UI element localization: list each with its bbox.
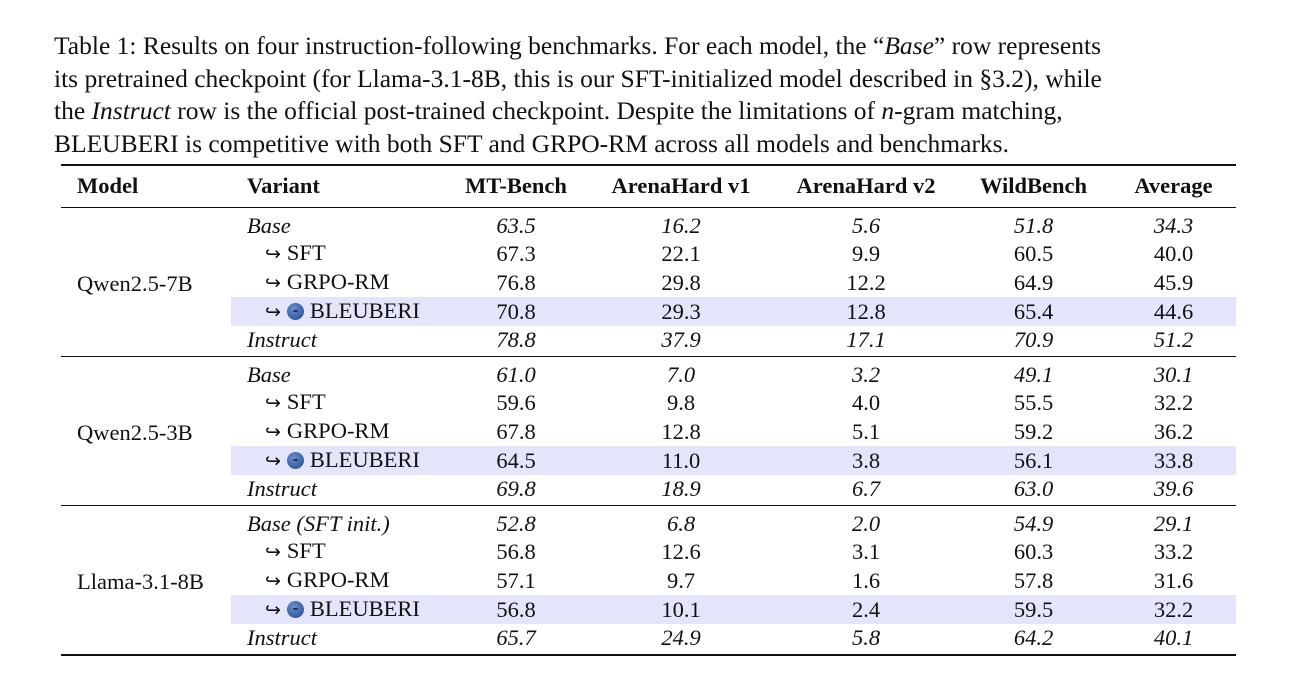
results-table [61,164,1236,656]
table-row [61,446,1236,475]
hook-arrow-icon: ↪ [265,598,281,621]
score-cell: 59.6 [496,389,536,415]
score-cell: 33.2 [1153,538,1194,564]
score-cell: 6.7 [776,475,956,506]
score-cell: 57.8 [1013,567,1054,593]
variant-cell [231,356,446,388]
score-cell: 22.1 [661,240,701,266]
caption-text: Table 1: Results on four instruction-following benchmarks. For each model, the “ [54,31,885,60]
variant-cell [231,326,446,357]
score-cell: 64.9 [1013,269,1054,295]
score-cell: 63.0 [956,475,1111,506]
header-mt-bench: MT-Bench [446,165,586,207]
hook-arrow-icon: ↪ [265,449,281,472]
score-cell: 59.2 [1013,418,1054,444]
caption-line-4 [54,128,1254,161]
variant-label: BLEUBERI [309,446,420,472]
header-variant: Variant [231,165,446,207]
score-cell: 70.8 [446,297,586,326]
score-cell: 67.8 [496,418,536,444]
header-model: Model [61,165,231,207]
table-header [61,165,1236,207]
variant-label: BLEUBERI [309,595,420,621]
table-row [61,388,1236,417]
variant-label: SFT [286,537,326,563]
header-average: Average [1111,165,1236,207]
score-cell: 29.1 [1153,510,1194,536]
variant-cell [231,566,446,595]
caption-italic: Base [884,31,934,60]
blueberry-icon [287,601,304,618]
score-cell: 12.6 [661,538,701,564]
score-cell: 6.8 [666,510,696,536]
score-cell: 29.8 [661,269,701,295]
score-cell: 44.6 [1111,297,1236,326]
score-cell: 5.1 [851,418,881,444]
variant-label: SFT [286,388,326,414]
score-cell: 16.2 [661,212,701,238]
score-cell: 40.0 [1153,240,1194,266]
variant-label: Base [247,212,291,238]
model-name-cell: Llama-3.1-8B [61,505,231,655]
blueberry-icon [287,452,304,469]
table-row [61,417,1236,446]
variant-cell [231,268,446,297]
table-row [61,624,1236,655]
score-cell: 64.2 [956,624,1111,655]
score-cell: 51.8 [1013,212,1054,238]
caption-text: its pretrained checkpoint (for Llama-3.1-8B, this is our SFT-initialized model described in §3.2), while [54,63,1102,93]
score-cell: 78.8 [446,326,586,357]
header-wildbench: WildBench [956,165,1111,207]
score-cell: 3.2 [851,361,881,387]
score-cell: 3.1 [851,538,881,564]
hook-arrow-icon: ↪ [265,271,281,294]
score-cell: 56.1 [956,446,1111,475]
model-name-cell: Qwen2.5-3B [61,356,231,505]
score-cell: 61.0 [496,361,536,387]
caption-text: ” row represents [933,31,1102,60]
score-cell: 60.5 [1013,240,1054,266]
variant-cell [231,505,446,537]
score-cell: 7.0 [666,361,696,387]
caption-line-3 [54,95,1254,128]
score-cell: 31.6 [1153,567,1194,593]
caption-text: row is the official post-trained checkpoint. Despite the limitations of [170,96,882,125]
score-cell: 45.9 [1153,269,1194,295]
caption-text: BLEUBERI is competitive with both SFT and GRPO-RM across all models and benchmarks. [54,128,1009,158]
variant-cell [231,388,446,417]
caption-line-2 [54,63,1254,96]
score-cell: 17.1 [776,326,956,357]
score-cell: 9.8 [666,389,696,415]
score-cell: 56.8 [446,595,586,624]
score-cell: 9.9 [851,240,881,266]
score-cell: 12.8 [661,418,701,444]
header-arenahard-v2: ArenaHard v2 [776,165,956,207]
variant-cell [231,446,446,475]
score-cell: 5.8 [776,624,956,655]
table-row [61,595,1236,624]
score-cell: 57.1 [496,567,536,593]
table-row [61,566,1236,595]
variant-cell [231,537,446,566]
variant-label: BLEUBERI [309,297,420,323]
variant-cell [231,595,446,624]
hook-arrow-icon: ↪ [265,420,281,443]
header-arenahard-v1: ArenaHard v1 [586,165,776,207]
results-table-container [61,164,1236,656]
score-cell: 37.9 [586,326,776,357]
variant-label: Instruct [247,624,317,650]
table-row [61,268,1236,297]
score-cell: 12.8 [776,297,956,326]
variant-cell [231,475,446,506]
score-cell: 33.8 [1111,446,1236,475]
score-cell: 59.5 [956,595,1111,624]
table-row [61,297,1236,326]
score-cell: 76.8 [496,269,536,295]
hook-arrow-icon: ↪ [265,300,281,323]
score-cell: 60.3 [1013,538,1054,564]
caption-italic: Instruct [91,96,171,125]
variant-label: Instruct [247,326,317,352]
score-cell: 65.7 [446,624,586,655]
variant-cell [231,239,446,268]
table-row [61,207,1236,239]
score-cell: 3.8 [776,446,956,475]
model-name-cell: Qwen2.5-7B [61,207,231,356]
score-cell: 40.1 [1111,624,1236,655]
table-row [61,475,1236,506]
score-cell: 29.3 [586,297,776,326]
group-qwen7b [61,207,1236,356]
score-cell: 2.0 [851,510,881,536]
caption-text: -gram matching, [894,96,1063,125]
table-caption [54,30,1254,160]
caption-text: the [54,96,92,125]
score-cell: 55.5 [1013,389,1054,415]
variant-label: GRPO-RM [286,417,390,443]
score-cell: 39.6 [1111,475,1236,506]
variant-cell [231,624,446,655]
score-cell: 69.8 [446,475,586,506]
score-cell: 63.5 [496,212,536,238]
score-cell: 65.4 [956,297,1111,326]
score-cell: 67.3 [496,240,536,266]
score-cell: 36.2 [1153,418,1194,444]
score-cell: 54.9 [1013,510,1054,536]
score-cell: 4.0 [851,389,881,415]
variant-label: Base [247,361,291,387]
variant-label: GRPO-RM [286,566,390,592]
score-cell: 18.9 [586,475,776,506]
caption-math: n [881,96,895,125]
score-cell: 49.1 [1013,361,1054,387]
variant-label: Base (SFT init.) [247,510,390,536]
score-cell: 30.1 [1153,361,1194,387]
variant-cell [231,207,446,239]
score-cell: 64.5 [446,446,586,475]
score-cell: 9.7 [666,567,696,593]
group-llama8b [61,505,1236,655]
score-cell: 51.2 [1111,326,1236,357]
score-cell: 70.9 [956,326,1111,357]
hook-arrow-icon: ↪ [265,391,281,414]
variant-label: SFT [286,239,326,265]
table-row [61,505,1236,537]
score-cell: 2.4 [776,595,956,624]
variant-cell [231,417,446,446]
score-cell: 12.2 [846,269,886,295]
score-cell: 56.8 [496,538,536,564]
score-cell: 32.2 [1111,595,1236,624]
blueberry-icon [287,303,304,320]
variant-label: GRPO-RM [286,268,390,294]
variant-label: Instruct [247,475,317,501]
hook-arrow-icon: ↪ [265,242,281,265]
score-cell: 34.3 [1153,212,1194,238]
hook-arrow-icon: ↪ [265,569,281,592]
table-row [61,326,1236,357]
table-row [61,537,1236,566]
score-cell: 1.6 [851,567,881,593]
score-cell: 10.1 [586,595,776,624]
table-row [61,239,1236,268]
score-cell: 11.0 [586,446,776,475]
score-cell: 24.9 [586,624,776,655]
variant-cell [231,297,446,326]
table-row [61,356,1236,388]
group-qwen3b [61,356,1236,505]
score-cell: 52.8 [496,510,536,536]
caption-line-1 [54,30,1254,63]
hook-arrow-icon: ↪ [265,540,281,563]
score-cell: 32.2 [1153,389,1194,415]
score-cell: 5.6 [851,212,881,238]
